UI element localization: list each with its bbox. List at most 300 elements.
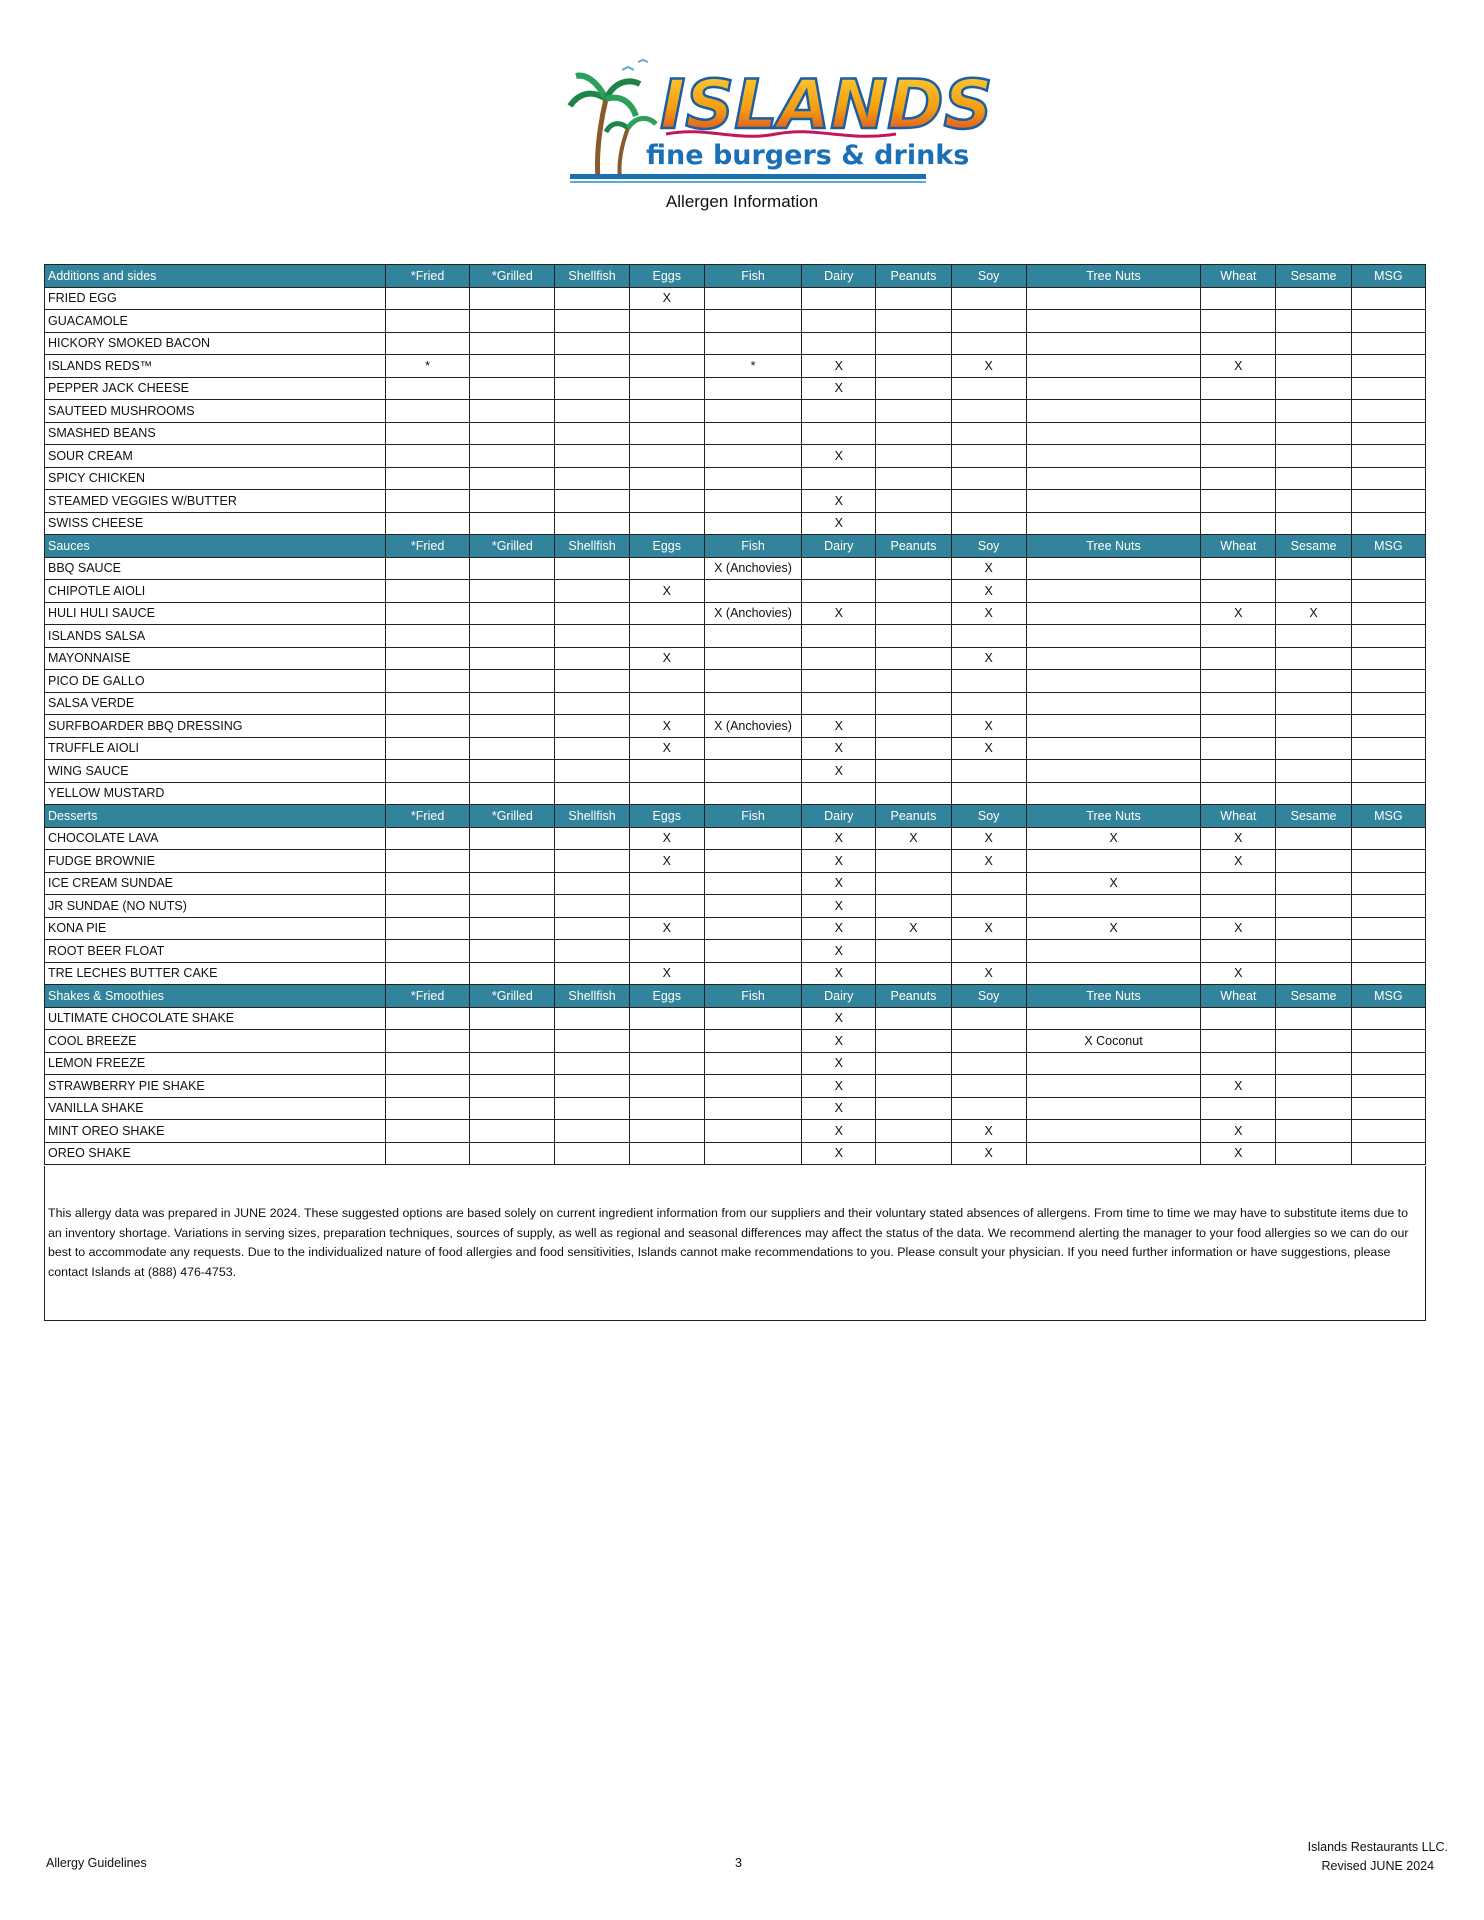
allergen-cell	[385, 287, 469, 310]
allergen-cell	[876, 557, 951, 580]
allergen-cell	[1276, 850, 1351, 873]
allergen-cell	[629, 422, 704, 445]
allergen-cell	[385, 670, 469, 693]
allergen-cell	[555, 580, 629, 603]
item-name: ROOT BEER FLOAT	[45, 940, 386, 963]
allergen-cell	[876, 1075, 951, 1098]
allergen-cell	[1276, 737, 1351, 760]
allergen-cell	[385, 1097, 469, 1120]
allergen-cell	[876, 670, 951, 693]
allergen-cell	[1351, 940, 1425, 963]
item-name: YELLOW MUSTARD	[45, 782, 386, 805]
allergen-cell	[385, 310, 469, 333]
allergen-cell	[1026, 1120, 1201, 1143]
column-header: Wheat	[1201, 265, 1276, 288]
allergen-cell	[1351, 1120, 1425, 1143]
allergen-cell	[1026, 490, 1201, 513]
allergen-cell	[876, 1120, 951, 1143]
allergen-cell	[555, 1142, 629, 1165]
table-row	[45, 467, 1426, 490]
allergen-cell: X	[802, 355, 876, 378]
allergen-cell	[470, 1075, 555, 1098]
item-name: SWISS CHEESE	[45, 512, 386, 535]
disclaimer-text: This allergy data was prepared in JUNE 2024. These suggested options are based solely on current ingredient information from our suppliers and their voluntary stated absences of allergens. From time to time we may have to substitute items due to an inventory shortage. Variations in serving sizes, preparation techniques, sources of supply, as well as regional and seasonal differences may affect the status of the data. We recommend alerting the manager to your food allergies so we can do our best to accommodate any requests. Due to the individualized nature of food allergies and food sensitivities, Islands cannot make recommendations to you. Please consult your physician. If you need further information or have suggestions, please contact Islands at (888) 476-4753.	[48, 1206, 1409, 1279]
allergen-cell	[555, 602, 629, 625]
allergen-cell	[385, 580, 469, 603]
allergen-cell: X	[629, 715, 704, 738]
allergen-cell	[1276, 332, 1351, 355]
allergen-cell	[1276, 580, 1351, 603]
allergen-cell	[876, 1030, 951, 1053]
allergen-cell	[555, 1007, 629, 1030]
allergen-cell	[385, 512, 469, 535]
allergen-cell	[1026, 737, 1201, 760]
item-name: ICE CREAM SUNDAE	[45, 872, 386, 895]
allergen-cell	[385, 895, 469, 918]
allergen-cell	[629, 602, 704, 625]
allergen-cell	[951, 400, 1026, 423]
allergen-cell	[876, 872, 951, 895]
allergen-cell	[704, 1030, 801, 1053]
allergen-cell	[629, 895, 704, 918]
allergen-cell	[1276, 827, 1351, 850]
table-row	[45, 692, 1426, 715]
allergen-cell	[470, 827, 555, 850]
allergen-cell	[629, 1120, 704, 1143]
allergen-cell	[704, 647, 801, 670]
allergen-cell: X	[802, 1097, 876, 1120]
column-header: Fish	[704, 535, 801, 558]
allergen-cell	[385, 917, 469, 940]
allergen-cell: X	[951, 557, 1026, 580]
allergen-cell	[470, 490, 555, 513]
allergen-cell: X	[802, 602, 876, 625]
footer-revised: Revised JUNE 2024	[1321, 1859, 1435, 1873]
allergen-cell	[1351, 782, 1425, 805]
allergen-cell	[1026, 512, 1201, 535]
allergen-cell	[802, 287, 876, 310]
allergen-cell: X	[1201, 355, 1276, 378]
allergen-cell	[385, 1120, 469, 1143]
allergen-cell: X	[876, 917, 951, 940]
allergen-cell	[470, 850, 555, 873]
allergen-cell	[951, 895, 1026, 918]
allergen-cell	[470, 400, 555, 423]
allergen-cell	[1026, 400, 1201, 423]
table-row	[45, 737, 1426, 760]
allergen-cell	[1201, 625, 1276, 648]
allergen-cell	[704, 1075, 801, 1098]
item-name: OREO SHAKE	[45, 1142, 386, 1165]
allergen-cell	[470, 332, 555, 355]
allergen-cell: X	[802, 377, 876, 400]
item-name: ISLANDS REDS™	[45, 355, 386, 378]
allergen-cell	[470, 310, 555, 333]
allergen-cell	[470, 782, 555, 805]
allergen-cell	[802, 557, 876, 580]
table-row	[45, 602, 1426, 625]
allergen-cell	[470, 647, 555, 670]
allergen-cell	[385, 490, 469, 513]
allergen-cell	[385, 827, 469, 850]
allergen-cell	[1276, 445, 1351, 468]
allergen-cell	[1351, 1075, 1425, 1098]
allergen-cell	[704, 917, 801, 940]
column-header: Dairy	[802, 805, 876, 828]
allergen-cell	[629, 1052, 704, 1075]
allergen-cell	[629, 400, 704, 423]
table-row	[45, 557, 1426, 580]
allergen-cell	[1351, 962, 1425, 985]
table-row	[45, 760, 1426, 783]
allergen-cell	[629, 1097, 704, 1120]
table-row	[45, 1030, 1426, 1053]
allergen-cell	[629, 512, 704, 535]
item-name: SALSA VERDE	[45, 692, 386, 715]
allergen-cell	[1276, 625, 1351, 648]
allergen-cell	[470, 737, 555, 760]
allergen-cell	[555, 355, 629, 378]
allergen-cell	[1351, 872, 1425, 895]
allergen-cell: X	[802, 917, 876, 940]
allergen-cell	[555, 670, 629, 693]
allergen-cell	[385, 760, 469, 783]
allergen-cell	[704, 827, 801, 850]
allergen-cell	[385, 445, 469, 468]
table-row	[45, 647, 1426, 670]
footer-company-block	[1308, 1838, 1448, 1876]
item-name: SMASHED BEANS	[45, 422, 386, 445]
item-name: JR SUNDAE (NO NUTS)	[45, 895, 386, 918]
table-row	[45, 1120, 1426, 1143]
allergen-cell: X	[629, 580, 704, 603]
allergen-cell	[704, 850, 801, 873]
allergen-cell: X	[802, 827, 876, 850]
allergen-cell	[629, 310, 704, 333]
allergen-cell	[555, 715, 629, 738]
allergen-cell	[555, 827, 629, 850]
allergen-cell	[951, 467, 1026, 490]
allergen-cell	[1201, 715, 1276, 738]
allergen-cell	[1201, 647, 1276, 670]
allergen-cell	[1201, 332, 1276, 355]
allergen-cell	[1351, 625, 1425, 648]
allergen-cell	[555, 287, 629, 310]
allergen-cell	[385, 850, 469, 873]
allergen-cell: X	[1201, 850, 1276, 873]
allergen-cell	[951, 940, 1026, 963]
allergen-cell	[802, 310, 876, 333]
section-header-row	[45, 985, 1426, 1008]
allergen-cell	[470, 467, 555, 490]
allergen-cell	[470, 287, 555, 310]
column-header: Sesame	[1276, 535, 1351, 558]
table-row	[45, 1097, 1426, 1120]
allergen-cell	[876, 377, 951, 400]
allergen-cell	[470, 445, 555, 468]
allergen-cell	[1351, 827, 1425, 850]
allergen-cell: X	[802, 850, 876, 873]
allergen-cell	[704, 1097, 801, 1120]
item-name: KONA PIE	[45, 917, 386, 940]
column-header: Soy	[951, 265, 1026, 288]
allergen-cell	[951, 760, 1026, 783]
allergen-cell	[385, 467, 469, 490]
allergen-cell	[1351, 1052, 1425, 1075]
allergen-cell	[385, 1075, 469, 1098]
allergen-cell	[470, 670, 555, 693]
allergen-cell	[704, 737, 801, 760]
allergen-cell: X	[951, 580, 1026, 603]
allergen-cell	[876, 782, 951, 805]
table-row	[45, 1142, 1426, 1165]
allergen-cell	[1276, 647, 1351, 670]
allergen-cell	[1026, 1075, 1201, 1098]
allergen-cell	[951, 490, 1026, 513]
table-row	[45, 917, 1426, 940]
column-header: Eggs	[629, 265, 704, 288]
allergen-cell	[876, 692, 951, 715]
allergen-cell	[555, 445, 629, 468]
allergen-cell	[1201, 940, 1276, 963]
allergen-cell	[951, 625, 1026, 648]
allergen-cell	[555, 737, 629, 760]
column-header: Wheat	[1201, 535, 1276, 558]
allergen-cell	[555, 1097, 629, 1120]
allergen-cell	[951, 377, 1026, 400]
allergen-cell	[470, 580, 555, 603]
allergen-cell	[876, 310, 951, 333]
allergen-cell	[555, 962, 629, 985]
allergen-cell	[1351, 400, 1425, 423]
allergen-cell	[1201, 1030, 1276, 1053]
allergen-cell	[629, 490, 704, 513]
table-row	[45, 625, 1426, 648]
allergen-cell	[1201, 580, 1276, 603]
palm-tree-icon	[570, 60, 656, 179]
allergen-cell	[555, 895, 629, 918]
table-row	[45, 850, 1426, 873]
column-header: Soy	[951, 535, 1026, 558]
allergen-cell	[704, 1052, 801, 1075]
column-header: *Fried	[385, 535, 469, 558]
allergen-cell	[951, 512, 1026, 535]
section-title: Additions and sides	[45, 265, 386, 288]
allergen-cell	[1276, 670, 1351, 693]
allergen-cell: X	[951, 737, 1026, 760]
table-row	[45, 1007, 1426, 1030]
allergen-cell	[1201, 895, 1276, 918]
footer-company: Islands Restaurants LLC.	[1307, 1840, 1448, 1854]
column-header: Fish	[704, 265, 801, 288]
allergen-cell	[555, 422, 629, 445]
table-row	[45, 287, 1426, 310]
allergen-cell	[555, 1030, 629, 1053]
allergen-cell	[1351, 895, 1425, 918]
allergen-cell: X	[951, 917, 1026, 940]
item-name: CHIPOTLE AIOLI	[45, 580, 386, 603]
allergen-cell	[876, 715, 951, 738]
allergen-cell	[1026, 1142, 1201, 1165]
allergen-cell	[385, 737, 469, 760]
allergen-cell	[1351, 467, 1425, 490]
allergen-cell	[951, 445, 1026, 468]
allergen-cell	[555, 490, 629, 513]
column-header: *Fried	[385, 805, 469, 828]
allergen-cell	[555, 940, 629, 963]
item-name: TRUFFLE AIOLI	[45, 737, 386, 760]
allergen-cell	[555, 467, 629, 490]
table-row	[45, 512, 1426, 535]
item-name: FUDGE BROWNIE	[45, 850, 386, 873]
allergen-cell	[704, 377, 801, 400]
allergen-cell	[1276, 1120, 1351, 1143]
column-header: *Fried	[385, 265, 469, 288]
allergen-cell	[704, 962, 801, 985]
allergen-cell: X	[1201, 1120, 1276, 1143]
allergen-cell	[704, 1007, 801, 1030]
allergen-cell	[876, 940, 951, 963]
allergen-cell	[470, 1120, 555, 1143]
column-header: MSG	[1351, 805, 1425, 828]
column-header: Eggs	[629, 535, 704, 558]
column-header: *Grilled	[470, 805, 555, 828]
allergen-cell	[1276, 782, 1351, 805]
column-header: Sesame	[1276, 265, 1351, 288]
column-header: Tree Nuts	[1026, 805, 1201, 828]
allergen-cell	[470, 962, 555, 985]
allergen-cell	[1201, 692, 1276, 715]
allergen-cell	[876, 850, 951, 873]
allergen-cell	[1026, 377, 1201, 400]
allergen-cell	[555, 557, 629, 580]
allergen-cell	[629, 332, 704, 355]
allergen-cell	[1026, 310, 1201, 333]
allergen-cell	[704, 467, 801, 490]
allergen-cell	[704, 1142, 801, 1165]
allergen-cell	[629, 557, 704, 580]
allergen-cell	[704, 1120, 801, 1143]
allergen-cell	[802, 580, 876, 603]
allergen-cell	[629, 467, 704, 490]
allergen-cell	[385, 1052, 469, 1075]
allergen-cell	[1201, 1007, 1276, 1030]
item-name: VANILLA SHAKE	[45, 1097, 386, 1120]
allergen-cell	[385, 332, 469, 355]
column-header: Shellfish	[555, 535, 629, 558]
allergen-cell	[470, 715, 555, 738]
allergen-cell	[629, 1075, 704, 1098]
allergen-cell	[704, 760, 801, 783]
allergen-cell	[555, 400, 629, 423]
allergen-cell: X (Anchovies)	[704, 602, 801, 625]
allergen-cell	[629, 670, 704, 693]
allergen-cell	[555, 760, 629, 783]
allergen-cell	[876, 287, 951, 310]
column-header: Sesame	[1276, 805, 1351, 828]
allergen-cell	[1351, 310, 1425, 333]
logo-tagline: fine burgers & drinks	[646, 140, 970, 171]
allergen-cell	[1276, 512, 1351, 535]
allergen-cell	[876, 332, 951, 355]
allergen-cell	[1351, 917, 1425, 940]
table-row	[45, 400, 1426, 423]
column-header: Dairy	[802, 985, 876, 1008]
allergen-cell	[876, 962, 951, 985]
table-row	[45, 377, 1426, 400]
allergen-cell: X	[802, 445, 876, 468]
allergen-cell	[555, 1075, 629, 1098]
allergen-cell	[1026, 1007, 1201, 1030]
item-name: TRE LECHES BUTTER CAKE	[45, 962, 386, 985]
allergen-cell	[951, 1007, 1026, 1030]
allergen-cell	[1026, 692, 1201, 715]
allergen-cell	[629, 377, 704, 400]
footer-left-label: Allergy Guidelines	[46, 1856, 147, 1870]
allergen-cell: X	[629, 737, 704, 760]
allergen-cell	[1026, 1097, 1201, 1120]
allergen-cell	[876, 1007, 951, 1030]
allergen-cell	[629, 940, 704, 963]
item-name: ULTIMATE CHOCOLATE SHAKE	[45, 1007, 386, 1030]
allergen-cell: X	[802, 872, 876, 895]
disclaimer-box	[44, 1166, 1426, 1321]
allergen-cell: X	[1201, 962, 1276, 985]
allergen-cell	[876, 445, 951, 468]
table-row	[45, 422, 1426, 445]
column-header: Shellfish	[555, 805, 629, 828]
allergen-cell: X	[951, 827, 1026, 850]
allergen-cell: *	[385, 355, 469, 378]
allergen-cell	[629, 355, 704, 378]
allergen-cell	[1276, 940, 1351, 963]
allergen-cell	[1026, 445, 1201, 468]
allergen-cell: X	[951, 602, 1026, 625]
allergen-cell	[555, 917, 629, 940]
column-header: Shellfish	[555, 985, 629, 1008]
allergen-cell	[470, 895, 555, 918]
allergen-cell	[470, 422, 555, 445]
allergen-cell	[802, 400, 876, 423]
allergen-cell: X	[802, 895, 876, 918]
item-name: LEMON FREEZE	[45, 1052, 386, 1075]
allergen-cell: X	[1201, 1075, 1276, 1098]
allergen-cell	[1351, 332, 1425, 355]
table-row	[45, 670, 1426, 693]
allergen-cell	[704, 670, 801, 693]
allergen-cell	[876, 490, 951, 513]
allergen-cell	[704, 332, 801, 355]
allergen-cell: X	[1201, 1142, 1276, 1165]
allergen-cell	[1276, 917, 1351, 940]
allergen-cell	[1276, 1097, 1351, 1120]
allergen-cell	[470, 917, 555, 940]
allergen-cell	[1351, 715, 1425, 738]
allergen-cell: X	[876, 827, 951, 850]
allergen-cell: X	[951, 1120, 1026, 1143]
table-row	[45, 1075, 1426, 1098]
column-header: Wheat	[1201, 805, 1276, 828]
logo-graphic	[566, 54, 993, 186]
allergen-cell	[470, 1030, 555, 1053]
allergen-cell	[555, 850, 629, 873]
allergen-cell	[1026, 670, 1201, 693]
allergen-cell	[704, 310, 801, 333]
column-header: Fish	[704, 985, 801, 1008]
allergen-cell	[555, 872, 629, 895]
allergen-cell	[1026, 580, 1201, 603]
allergen-cell	[1351, 760, 1425, 783]
